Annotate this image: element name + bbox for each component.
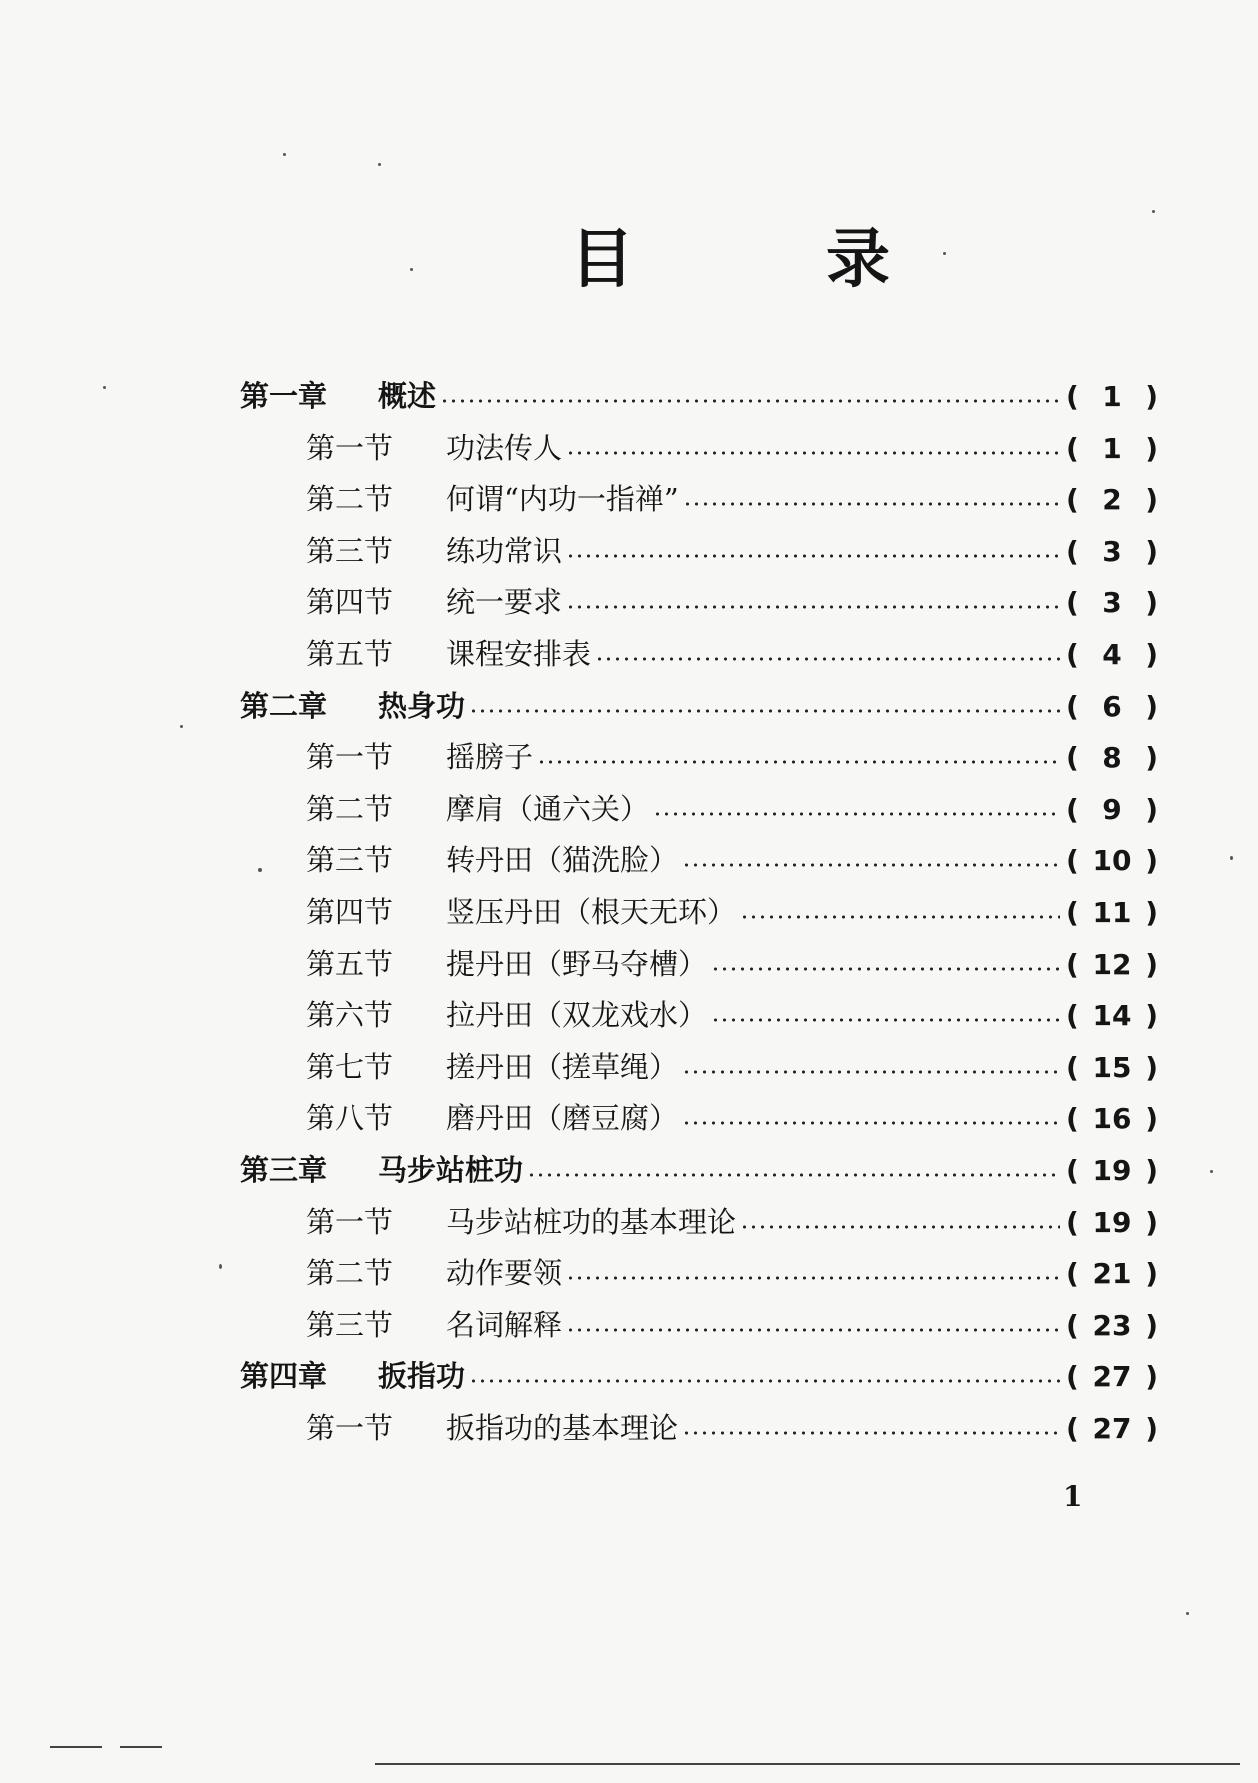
page-reference	[1066, 480, 1158, 520]
page-ref-number: 3	[1102, 586, 1122, 619]
chapter-title: 扳指功	[378, 1359, 466, 1393]
dot-leader	[566, 603, 1060, 611]
open-paren: (	[1066, 483, 1079, 516]
page-reference	[1066, 532, 1158, 572]
section-number: 第三节	[306, 1308, 394, 1342]
page-reference	[1066, 377, 1158, 417]
section-title: 搓丹田（搓草绳）	[446, 1050, 679, 1084]
page-title-char-1: 目	[570, 222, 634, 297]
section-title: 何谓“内功一指禅”	[446, 482, 679, 516]
close-paren: )	[1145, 1051, 1158, 1084]
toc-section-row	[306, 789, 1158, 829]
page-ref-number: 3	[1102, 535, 1122, 568]
section-title: 转丹田（猫洗脸）	[446, 843, 679, 877]
scan-speck	[1210, 1170, 1213, 1173]
toc-section-row	[306, 944, 1158, 984]
page-reference	[1066, 738, 1158, 778]
toc-chapter-row	[240, 1356, 1158, 1396]
page-ref-number: 6	[1102, 690, 1122, 723]
scan-speck	[219, 1264, 222, 1269]
page-ref-number: 2	[1102, 483, 1122, 516]
section-title: 动作要领	[446, 1256, 563, 1290]
chapter-number: 第四章	[240, 1359, 328, 1393]
section-title: 拉丹田（双龙戏水）	[446, 998, 708, 1032]
page-reference	[1066, 996, 1158, 1036]
toc-section-row	[306, 840, 1158, 880]
toc-section-row	[306, 1047, 1158, 1087]
toc-section-row	[306, 531, 1158, 571]
dot-leader	[711, 1016, 1060, 1024]
page-ref-number: 21	[1092, 1257, 1132, 1290]
close-paren: )	[1145, 432, 1158, 465]
section-number: 第二节	[306, 482, 394, 516]
section-title: 摇膀子	[446, 740, 534, 774]
dot-leader	[566, 449, 1060, 457]
page-ref-number: 14	[1092, 999, 1132, 1032]
section-number: 第一节	[306, 431, 394, 465]
scan-edge-mark	[50, 1746, 102, 1748]
toc-section-row	[306, 1098, 1158, 1138]
section-title: 扳指功的基本理论	[446, 1411, 679, 1445]
toc-section-row	[306, 479, 1158, 519]
section-number: 第四节	[306, 895, 394, 929]
page-reference	[1066, 583, 1158, 623]
page-ref-number: 23	[1092, 1309, 1132, 1342]
page-reference	[1066, 1048, 1158, 1088]
section-title: 摩肩（通六关）	[446, 792, 650, 826]
page-ref-number: 15	[1092, 1051, 1132, 1084]
chapter-title: 马步站桩功	[378, 1153, 524, 1187]
close-paren: )	[1145, 741, 1158, 774]
scan-speck	[103, 386, 106, 389]
close-paren: )	[1145, 690, 1158, 723]
section-number: 第五节	[306, 637, 394, 671]
chapter-number: 第三章	[240, 1153, 328, 1187]
section-number: 第三节	[306, 534, 394, 568]
open-paren: (	[1066, 1102, 1079, 1135]
section-number: 第五节	[306, 947, 394, 981]
chapter-title: 概述	[378, 379, 437, 413]
toc-section-row	[306, 892, 1158, 932]
page-reference	[1066, 635, 1158, 675]
dot-leader	[682, 1119, 1060, 1127]
page-reference	[1066, 1254, 1158, 1294]
dot-leader	[595, 655, 1060, 663]
close-paren: )	[1145, 1102, 1158, 1135]
toc-section-row	[306, 428, 1158, 468]
page-ref-number: 10	[1092, 844, 1132, 877]
section-title: 马步站桩功的基本理论	[446, 1205, 737, 1239]
close-paren: )	[1145, 586, 1158, 619]
page-ref-number: 19	[1092, 1206, 1132, 1239]
scan-speck	[283, 153, 286, 156]
page-ref-number: 12	[1092, 948, 1132, 981]
page-reference	[1066, 841, 1158, 881]
page-number: 1	[1063, 1480, 1083, 1513]
close-paren: )	[1145, 1412, 1158, 1445]
section-title: 竖压丹田（根天无环）	[446, 895, 737, 929]
dot-leader	[683, 500, 1060, 508]
section-number: 第七节	[306, 1050, 394, 1084]
close-paren: )	[1145, 380, 1158, 413]
close-paren: )	[1145, 793, 1158, 826]
open-paren: (	[1066, 793, 1079, 826]
section-number: 第八节	[306, 1101, 394, 1135]
page-ref-number: 8	[1102, 741, 1122, 774]
scan-speck	[1186, 1612, 1189, 1615]
close-paren: )	[1145, 999, 1158, 1032]
scan-speck	[410, 268, 413, 271]
page-ref-number: 4	[1102, 638, 1122, 671]
close-paren: )	[1145, 896, 1158, 929]
open-paren: (	[1066, 638, 1079, 671]
dot-leader	[469, 707, 1060, 715]
close-paren: )	[1145, 1360, 1158, 1393]
section-number: 第六节	[306, 998, 394, 1032]
page-ref-number: 19	[1092, 1154, 1132, 1187]
chapter-number: 第一章	[240, 379, 328, 413]
open-paren: (	[1066, 1206, 1079, 1239]
scan-speck	[180, 725, 183, 728]
open-paren: (	[1066, 1257, 1079, 1290]
open-paren: (	[1066, 999, 1079, 1032]
close-paren: )	[1145, 638, 1158, 671]
page-reference	[1066, 893, 1158, 933]
open-paren: (	[1066, 948, 1079, 981]
section-number: 第二节	[306, 1256, 394, 1290]
page-reference	[1066, 1409, 1158, 1449]
scan-speck	[943, 252, 946, 255]
dot-leader	[537, 758, 1060, 766]
close-paren: )	[1145, 844, 1158, 877]
close-paren: )	[1145, 1257, 1158, 1290]
toc-section-row	[306, 995, 1158, 1035]
open-paren: (	[1066, 1051, 1079, 1084]
section-title: 功法传人	[446, 431, 563, 465]
toc-section-row	[306, 737, 1158, 777]
scan-edge-line	[375, 1763, 1240, 1765]
dot-leader	[653, 810, 1060, 818]
close-paren: )	[1145, 948, 1158, 981]
close-paren: )	[1145, 1154, 1158, 1187]
dot-leader	[682, 1429, 1060, 1437]
section-title: 统一要求	[446, 585, 563, 619]
page-reference	[1066, 1306, 1158, 1346]
dot-leader	[740, 1223, 1060, 1231]
toc-chapter-row	[240, 376, 1158, 416]
section-number: 第一节	[306, 740, 394, 774]
section-number: 第三节	[306, 843, 394, 877]
toc-section-row	[306, 582, 1158, 622]
scan-speck	[378, 163, 381, 166]
toc-section-row	[306, 1253, 1158, 1293]
dot-leader	[566, 1326, 1060, 1334]
toc-section-row	[306, 1305, 1158, 1345]
dot-leader	[469, 1377, 1060, 1385]
section-title: 名词解释	[446, 1308, 563, 1342]
section-title: 练功常识	[446, 534, 563, 568]
close-paren: )	[1145, 1206, 1158, 1239]
page-ref-number: 1	[1102, 432, 1122, 465]
toc-chapter-row	[240, 1150, 1158, 1190]
open-paren: (	[1066, 586, 1079, 619]
page-ref-number: 27	[1092, 1360, 1132, 1393]
dot-leader	[566, 1274, 1060, 1282]
section-title: 提丹田（野马夺槽）	[446, 947, 708, 981]
open-paren: (	[1066, 896, 1079, 929]
close-paren: )	[1145, 1309, 1158, 1342]
open-paren: (	[1066, 380, 1079, 413]
page-reference	[1066, 1099, 1158, 1139]
open-paren: (	[1066, 1412, 1079, 1445]
scan-speck	[1230, 856, 1233, 860]
open-paren: (	[1066, 844, 1079, 877]
dot-leader	[682, 861, 1060, 869]
dot-leader	[740, 913, 1060, 921]
toc-section-row	[306, 634, 1158, 674]
dot-leader	[440, 397, 1060, 405]
scan-edge-mark	[120, 1746, 162, 1748]
close-paren: )	[1145, 535, 1158, 568]
toc-chapter-row	[240, 686, 1158, 726]
page-reference	[1066, 429, 1158, 469]
open-paren: (	[1066, 1360, 1079, 1393]
page-reference	[1066, 1357, 1158, 1397]
scan-speck	[258, 868, 262, 872]
scan-speck	[1152, 210, 1155, 213]
section-number: 第四节	[306, 585, 394, 619]
open-paren: (	[1066, 1154, 1079, 1187]
chapter-number: 第二章	[240, 689, 328, 723]
open-paren: (	[1066, 1309, 1079, 1342]
section-number: 第二节	[306, 792, 394, 826]
page-reference	[1066, 1203, 1158, 1243]
page-ref-number: 9	[1102, 793, 1122, 826]
dot-leader	[566, 552, 1060, 560]
page-reference	[1066, 1151, 1158, 1191]
section-number: 第一节	[306, 1205, 394, 1239]
section-title: 课程安排表	[446, 637, 592, 671]
open-paren: (	[1066, 741, 1079, 774]
page-ref-number: 11	[1092, 896, 1132, 929]
open-paren: (	[1066, 432, 1079, 465]
section-number: 第一节	[306, 1411, 394, 1445]
toc-section-row	[306, 1202, 1158, 1242]
dot-leader	[527, 1171, 1060, 1179]
page-reference	[1066, 790, 1158, 830]
page-ref-number: 27	[1092, 1412, 1132, 1445]
dot-leader	[711, 965, 1060, 973]
toc-section-row	[306, 1408, 1158, 1448]
section-title: 磨丹田（磨豆腐）	[446, 1101, 679, 1135]
page-ref-number: 16	[1092, 1102, 1132, 1135]
page-title-char-2: 录	[826, 222, 890, 297]
page-reference	[1066, 687, 1158, 727]
open-paren: (	[1066, 535, 1079, 568]
page-reference	[1066, 945, 1158, 985]
chapter-title: 热身功	[378, 689, 466, 723]
page-ref-number: 1	[1102, 380, 1122, 413]
open-paren: (	[1066, 690, 1079, 723]
close-paren: )	[1145, 483, 1158, 516]
dot-leader	[682, 1068, 1060, 1076]
